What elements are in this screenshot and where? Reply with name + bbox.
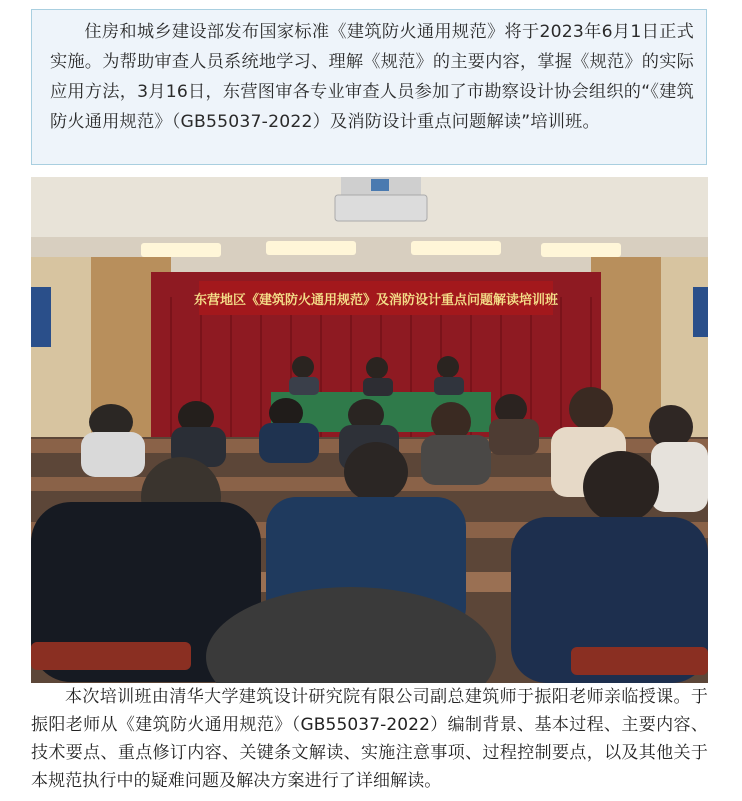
banner-text: 东营地区《建筑防火通用规范》及消防设计重点问题解读培训班 [193, 293, 559, 308]
ceiling-light [541, 243, 621, 257]
training-photo [31, 177, 708, 683]
right-screen [693, 287, 708, 337]
intro-box [31, 9, 707, 165]
speaker [437, 356, 459, 378]
chair-back [571, 647, 708, 675]
ceiling-light [266, 241, 356, 255]
speaker [292, 356, 314, 378]
intro-paragraph: 住房和城乡建设部发布国家标准《建筑防火通用规范》将于2023年6月1日正式实施。为帮助审查人员系统地学习、理解《规范》的主要内容，掌握《规范》的实际应用方法，3月16日，东营图审各专业审查人员参加了市勘察设计协会组织的“《建筑防火通用规范》（GB55037-2022）及消防设计重点问题解读”培训班。 [50, 22, 694, 132]
ceiling-light [141, 243, 221, 257]
chair-back [31, 642, 191, 670]
speaker [366, 357, 388, 379]
body-paragraph: 本次培训班由清华大学建筑设计研究院有限公司副总建筑师于振阳老师亲临授课。于振阳老师从《建筑防火通用规范》（GB55037-2022）编制背景、基本过程、主要内容、技术要点、重点修订内容、关键条文解读、实施注意事项、过程控制要点，以及其他关于本规范执行中的疑难问题及解决方案进行了详细解读。 [31, 687, 708, 791]
ceiling-light [411, 241, 501, 255]
left-screen [31, 287, 51, 347]
